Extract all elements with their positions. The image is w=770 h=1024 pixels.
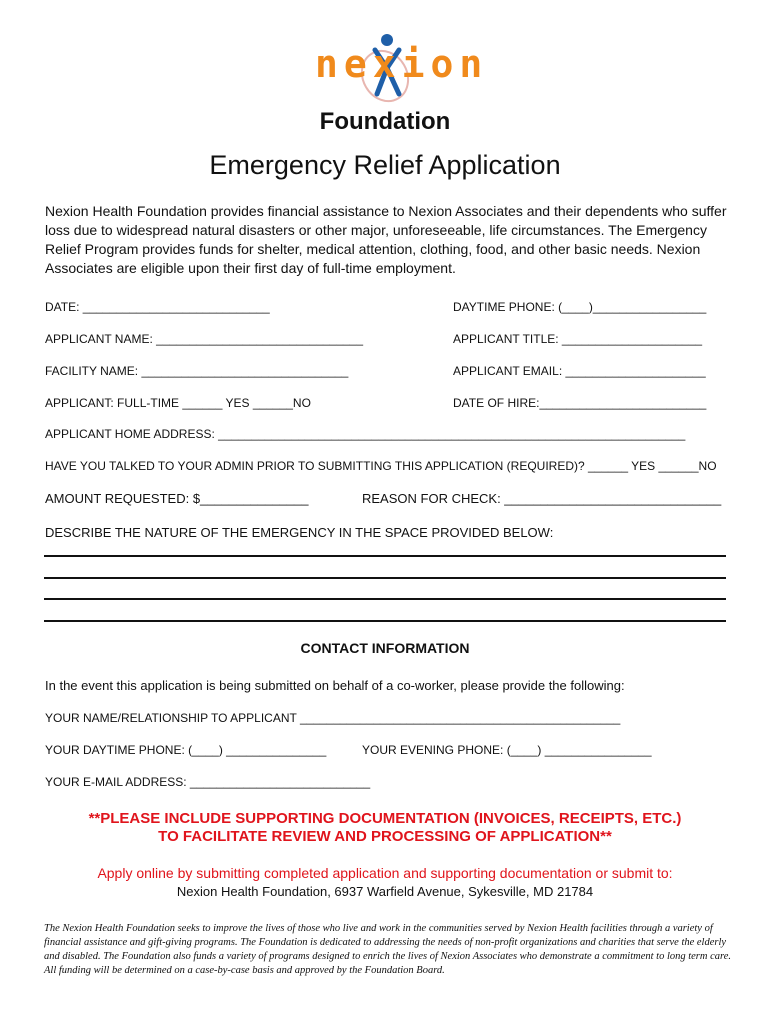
date-of-hire-field[interactable]: DATE OF HIRE:_________________________ <box>453 396 707 410</box>
intro-paragraph: Nexion Health Foundation provides financial assistance to Nexion Associates and their dependents who suffer loss due to widespread natural disasters or other major, unforeseeable, life circumstances. The Emergency Relief Program provides funds for shelter, medical attention, clothing, food, and other basic needs. Nexion Associates are eligible upon their first day of full-time employment. <box>45 203 727 276</box>
emergency-line-2[interactable] <box>44 577 726 579</box>
facility-name-field[interactable]: FACILITY NAME: _______________________________ <box>45 364 349 378</box>
amount-requested-field[interactable]: AMOUNT REQUESTED: $_______________ <box>45 491 309 506</box>
mailing-address: Nexion Health Foundation, 6937 Warfield Avenue, Sykesville, MD 21784 <box>176 884 594 899</box>
applicant-name-field[interactable]: APPLICANT NAME: _______________________________ <box>45 332 364 346</box>
apply-online-text: Apply online by submitting completed application and supporting documentation or submit to: <box>97 865 673 881</box>
logo-text: nexion <box>315 42 489 86</box>
emergency-line-1[interactable] <box>44 555 726 557</box>
your-daytime-phone-field[interactable]: YOUR DAYTIME PHONE: (____) _______________ <box>45 743 327 757</box>
applicant-title-field[interactable]: APPLICANT TITLE: _____________________ <box>453 332 703 346</box>
page-title: Emergency Relief Application <box>209 150 561 180</box>
date-field[interactable]: DATE: ____________________________ <box>45 300 270 314</box>
emergency-line-4[interactable] <box>44 620 726 622</box>
contact-heading: CONTACT INFORMATION <box>300 640 470 656</box>
foundation-footer-text: The Nexion Health Foundation seeks to improve the lives of those who live and work in the communities served by Nexion Health facilities through a variety of financial assistance and gift-giving programs. The Foundation is dedicated to addressing the needs of non-profit organizations and charities that serve the elderly and disabled. The Foundation also funds a variety of programs designed to enrich the lives of Nexion Associates who demonstrate a commitment to long term care. All funding will be determined on a case-by-case basis and approved by the Foundation Board. <box>44 923 731 976</box>
home-address-field[interactable]: APPLICANT HOME ADDRESS: ______________________________________________________________________ <box>45 427 686 441</box>
foundation-heading: Foundation <box>319 108 451 135</box>
documentation-notice-line1: **PLEASE INCLUDE SUPPORTING DOCUMENTATION (INVOICES, RECEIPTS, ETC.) <box>88 810 682 827</box>
relationship-field[interactable]: YOUR NAME/RELATIONSHIP TO APPLICANT ________________________________________________ <box>45 711 621 725</box>
fulltime-field[interactable]: APPLICANT: FULL-TIME ______ YES ______NO <box>45 396 311 410</box>
admin-question-field[interactable]: HAVE YOU TALKED TO YOUR ADMIN PRIOR TO SUBMITTING THIS APPLICATION (REQUIRED)? ______ YES ______NO <box>45 459 717 473</box>
daytime-phone-field[interactable]: DAYTIME PHONE: (____)_________________ <box>453 300 707 314</box>
applicant-email-field[interactable]: APPLICANT EMAIL: _____________________ <box>453 364 706 378</box>
describe-emergency-label: DESCRIBE THE NATURE OF THE EMERGENCY IN THE SPACE PROVIDED BELOW: <box>45 525 554 540</box>
your-email-field[interactable]: YOUR E-MAIL ADDRESS: ___________________________ <box>45 775 371 789</box>
nexion-logo <box>305 28 489 108</box>
documentation-notice-line2: TO FACILITATE REVIEW AND PROCESSING OF APPLICATION** <box>158 828 612 845</box>
contact-instruction: In the event this application is being submitted on behalf of a co-worker, please provide the following: <box>45 678 625 693</box>
your-evening-phone-field[interactable]: YOUR EVENING PHONE: (____) ________________ <box>362 743 652 757</box>
emergency-line-3[interactable] <box>44 598 726 600</box>
reason-for-check-field[interactable]: REASON FOR CHECK: ______________________________ <box>362 491 722 506</box>
